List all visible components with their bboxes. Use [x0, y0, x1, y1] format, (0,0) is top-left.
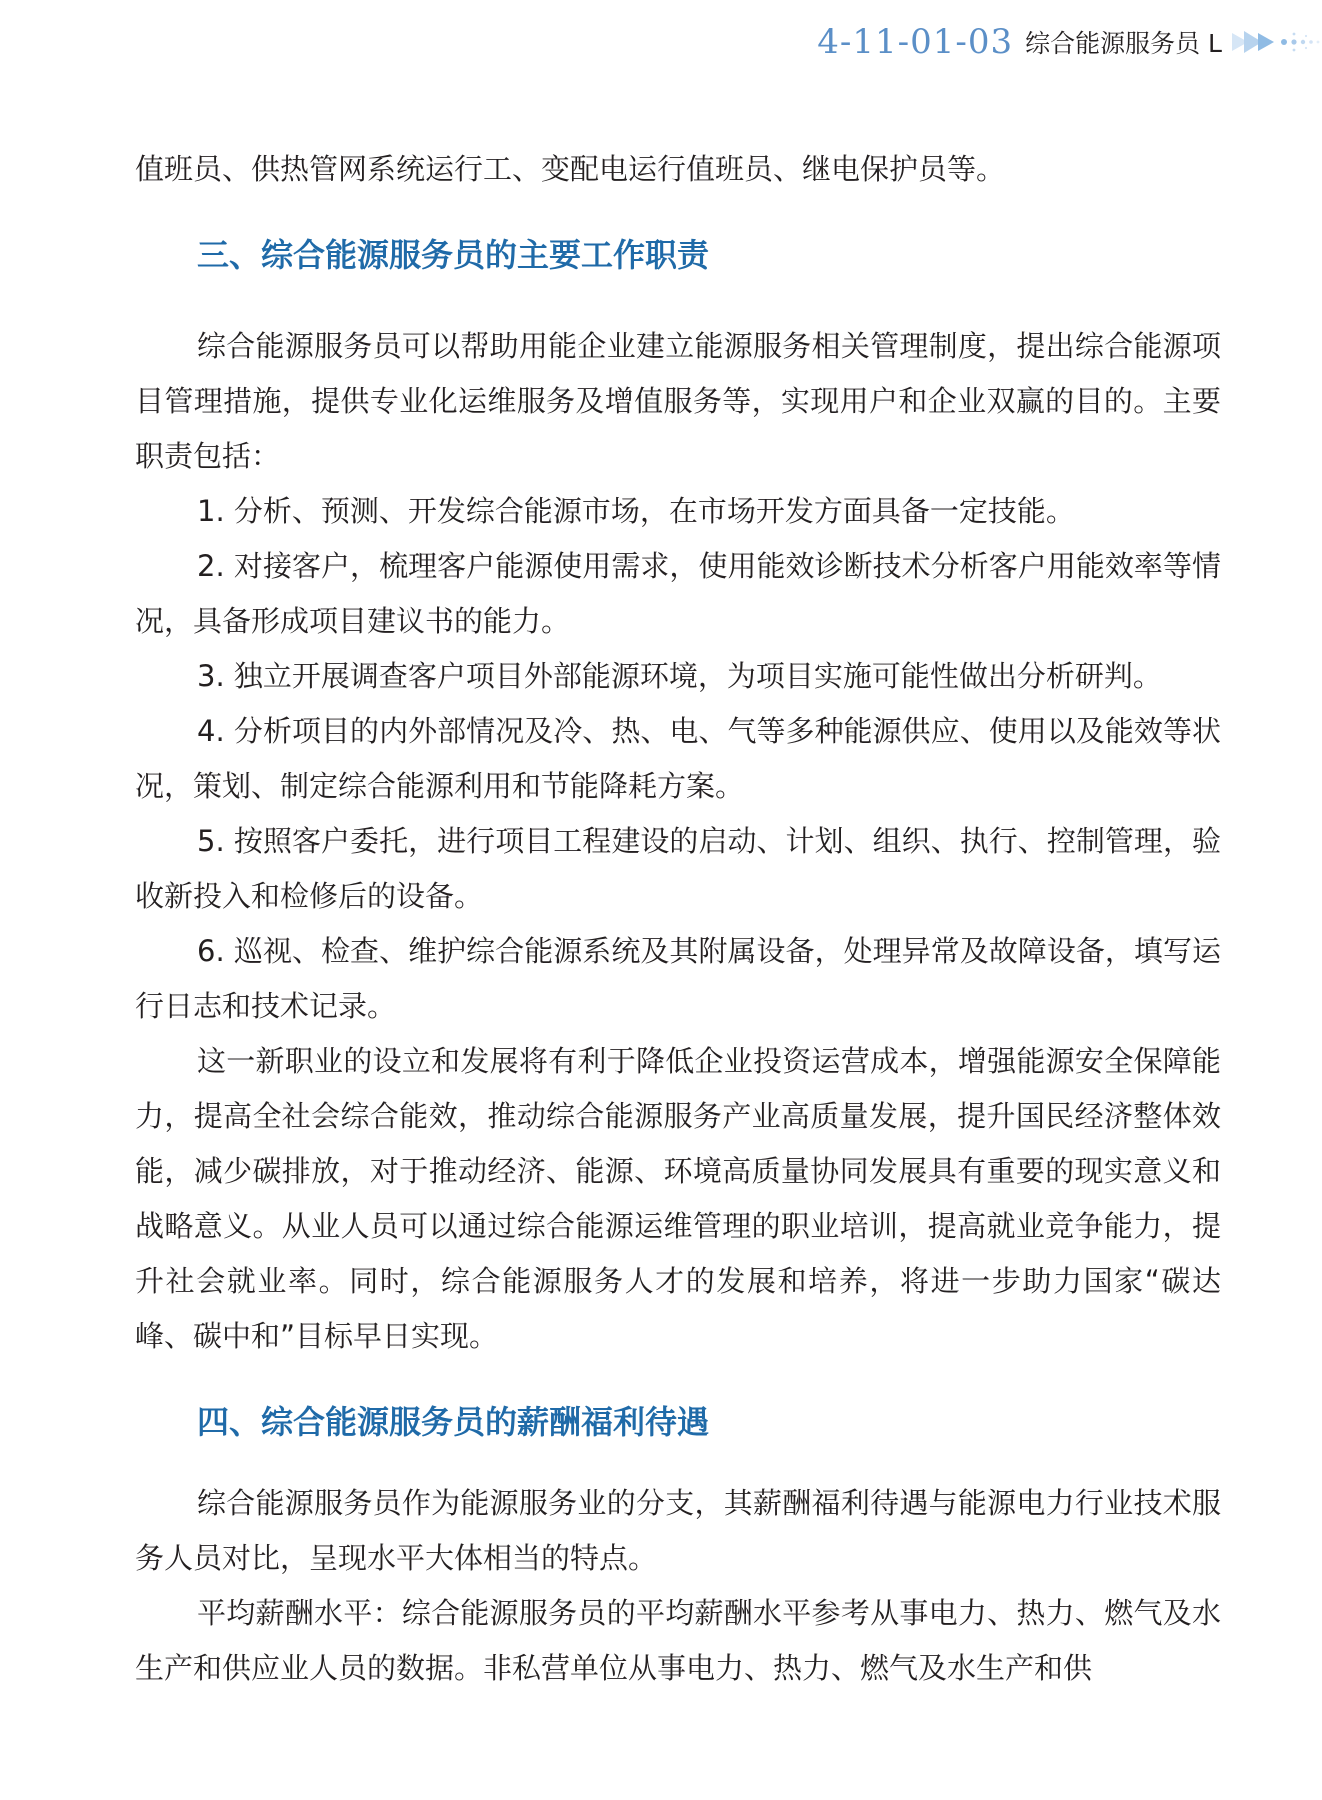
- section-three-closing: 这一新职业的设立和发展将有利于降低企业投资运营成本，增强能源安全保障能力，提高全社会综合能效，推动综合能源服务产业高质量发展，提升国民经济整体效能，减少碳排放，对于推动经济、能源、环境高质量协同发展具有重要的现实意义和战略意义。从业人员可以通过综合能源运维管理的职业培训，提高就业竞争能力，提升社会就业率。同时，综合能源服务人才的发展和培养，将进一步助力国家“碳达峰、碳中和”目标早日实现。: [135, 1044, 1221, 1353]
- section-four-heading: 四、综合能源服务员的薪酬福利待遇: [197, 1403, 710, 1441]
- section-four-intro: 综合能源服务员作为能源服务业的分支，其薪酬福利待遇与能源电力行业技术服务人员对比，呈现水平大体相当的特点。: [135, 1486, 1221, 1575]
- duty-item-1: 1. 分析、预测、开发综合能源市场，在市场开发方面具备一定技能。: [197, 494, 1075, 528]
- running-header-title: 综合能源服务员 L: [1025, 29, 1222, 58]
- page-body: [135, 142, 1221, 1696]
- section-three-heading: 三、综合能源服务员的主要工作职责: [197, 236, 710, 274]
- duty-item-4: 4. 分析项目的内外部情况及冷、热、电、气等多种能源供应、使用以及能效等状况，策划、制定综合能源利用和节能降耗方案。: [135, 714, 1221, 803]
- duty-item-6: 6. 巡视、检查、维护综合能源系统及其附属设备，处理异常及故障设备，填写运行日志和技术记录。: [135, 934, 1221, 1023]
- running-header: [817, 18, 1322, 66]
- section-three-intro: 综合能源服务员可以帮助用能企业建立能源服务相关管理制度，提出综合能源项目管理措施，提供专业化运维服务及增值服务等，实现用户和企业双赢的目的。主要职责包括：: [135, 329, 1221, 473]
- occupation-code: 4-11-01-03: [817, 22, 1014, 62]
- duty-item-3: 3. 独立开展调查客户项目外部能源环境，为项目实施可能性做出分析研判。: [197, 659, 1162, 693]
- arrow-dots-decoration-icon: [1232, 27, 1322, 57]
- duty-item-5: 5. 按照客户委托，进行项目工程建设的启动、计划、组织、执行、控制管理，验收新投入和检修后的设备。: [135, 824, 1221, 913]
- intro-continuation-text: 值班员、供热管网系统运行工、变配电运行值班员、继电保护员等。: [135, 152, 1006, 186]
- duty-item-2: 2. 对接客户，梳理客户能源使用需求，使用能效诊断技术分析客户用能效率等情况，具备形成项目建议书的能力。: [135, 549, 1221, 638]
- average-salary-paragraph: 平均薪酬水平：综合能源服务员的平均薪酬水平参考从事电力、热力、燃气及水生产和供应业人员的数据。非私营单位从事电力、热力、燃气及水生产和供: [135, 1596, 1221, 1685]
